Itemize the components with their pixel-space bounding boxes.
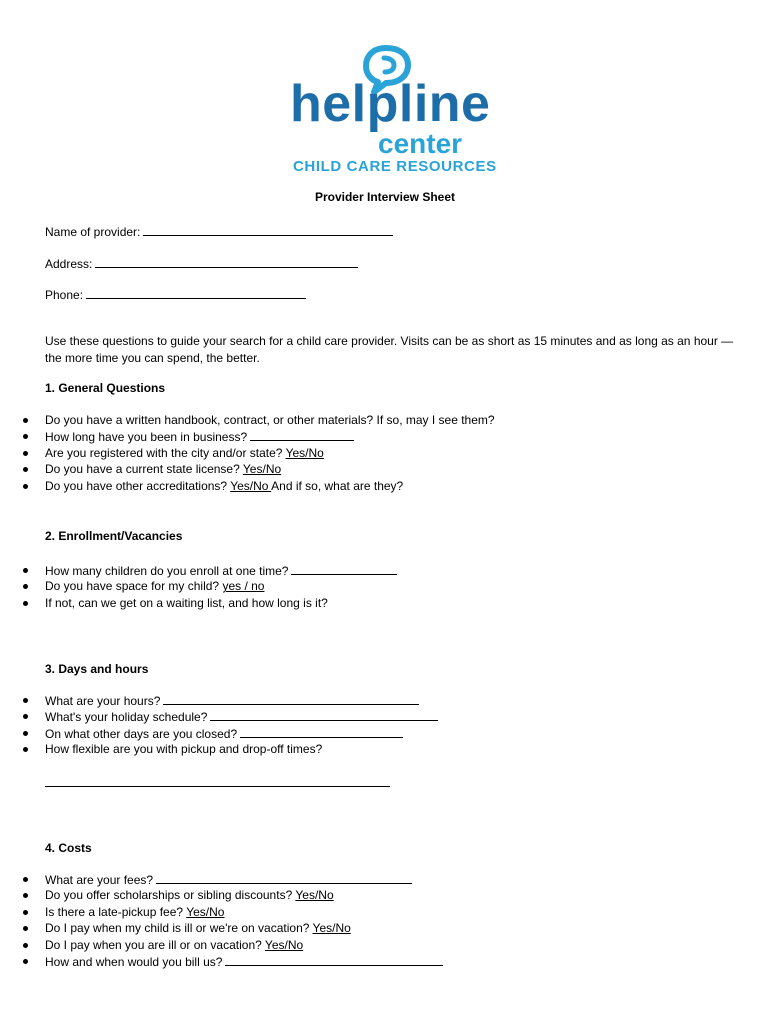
list-item (45, 445, 495, 461)
answer-line[interactable] (240, 725, 403, 738)
list-item (45, 578, 397, 594)
question-text: What are your hours? (45, 694, 161, 708)
question-text: Do you have other accreditations? (45, 478, 228, 493)
section-heading: 3. Days and hours (45, 662, 149, 676)
section-heading: 4. Costs (45, 841, 92, 855)
phone-label: Phone: (45, 288, 84, 302)
list-item (45, 595, 397, 611)
yes-no-answer[interactable]: Yes/No (285, 445, 324, 460)
provider-name-label: Name of provider: (45, 225, 141, 239)
address-label: Address: (45, 257, 93, 271)
list-item (45, 725, 438, 741)
logo-tagline: CHILD CARE RESOURCES (293, 158, 497, 175)
question-text: How long have you been in business? (45, 430, 248, 445)
yes-no-answer[interactable]: Yes/No (242, 462, 282, 477)
question-list (45, 871, 443, 969)
list-item (45, 937, 443, 953)
provider-name-line[interactable] (143, 223, 393, 236)
answer-line[interactable] (163, 692, 419, 705)
question-text: Is there a late-pickup fee? (45, 904, 184, 919)
question-text: What's your holiday schedule? (45, 710, 208, 725)
phone-field[interactable] (45, 286, 306, 303)
question-text: Do I pay when you are ill or on vacation? (45, 937, 262, 952)
answer-line[interactable] (250, 428, 354, 441)
question-text: How flexible are you with pickup and drop-off times? (45, 742, 323, 757)
section-heading: 2. Enrollment/Vacancies (45, 529, 183, 543)
address-line[interactable] (95, 255, 358, 268)
yes-no-answer[interactable]: Yes/No (295, 888, 334, 903)
question-followup: And if so, what are they? (271, 478, 404, 493)
list-item (45, 478, 495, 494)
question-text: On what other days are you closed? (45, 726, 238, 741)
address-field[interactable] (45, 255, 358, 272)
phone-line[interactable] (86, 286, 306, 299)
answer-line[interactable] (225, 953, 443, 966)
yes-no-answer[interactable]: Yes/No (230, 478, 272, 493)
question-text: Do you have a written handbook, contract, or other materials? If so, may I see them? (45, 413, 495, 427)
yes-no-answer[interactable]: Yes/No (186, 904, 225, 919)
question-list (45, 692, 438, 758)
list-item (45, 920, 443, 936)
question-text: How many children do you enroll at one time? (45, 564, 289, 578)
answer-line[interactable] (45, 786, 390, 787)
section-heading: 1. General Questions (45, 381, 166, 395)
question-list (45, 562, 397, 611)
logo-word: helpline (290, 75, 491, 133)
helpline-center-logo (290, 44, 497, 175)
question-text: Do I pay when my child is ill or we're on vacation? (45, 921, 310, 936)
answer-line[interactable] (156, 871, 412, 884)
list-item (45, 741, 438, 757)
question-text: How and when would you bill us? (45, 954, 223, 969)
intro-paragraph: Use these questions to guide your search for a child care provider. Visits can be as short as 15 minutes and as long as an hour — the more time you can spend, the better. (45, 334, 734, 365)
list-item (45, 562, 397, 578)
list-item (45, 887, 443, 903)
list-item (45, 428, 495, 444)
question-text: What are your fees? (45, 873, 154, 887)
page-title: Provider Interview Sheet (314, 190, 456, 204)
provider-name-field[interactable] (45, 223, 393, 240)
question-text: If not, can we get on a waiting list, and how long is it? (45, 595, 328, 610)
list-item (45, 461, 495, 477)
list-item (45, 904, 443, 920)
yes-no-answer[interactable]: Yes/No (312, 921, 351, 936)
logo-sub: center (378, 128, 463, 159)
list-item (45, 412, 495, 428)
list-item (45, 871, 443, 887)
question-text: Are you registered with the city and/or state? (45, 445, 283, 460)
answer-line[interactable] (210, 708, 438, 721)
list-item (45, 692, 438, 708)
list-item (45, 708, 438, 724)
list-item (45, 953, 443, 969)
question-list (45, 412, 495, 494)
question-text: Do you have space for my child? (45, 579, 220, 594)
question-text: Do you have a current state license? (45, 462, 240, 477)
question-text: Do you offer scholarships or sibling discounts? (45, 888, 293, 903)
yes-no-answer[interactable]: Yes/No (264, 937, 304, 952)
answer-line[interactable] (291, 562, 397, 575)
yes-no-answer[interactable]: yes / no (222, 579, 265, 594)
